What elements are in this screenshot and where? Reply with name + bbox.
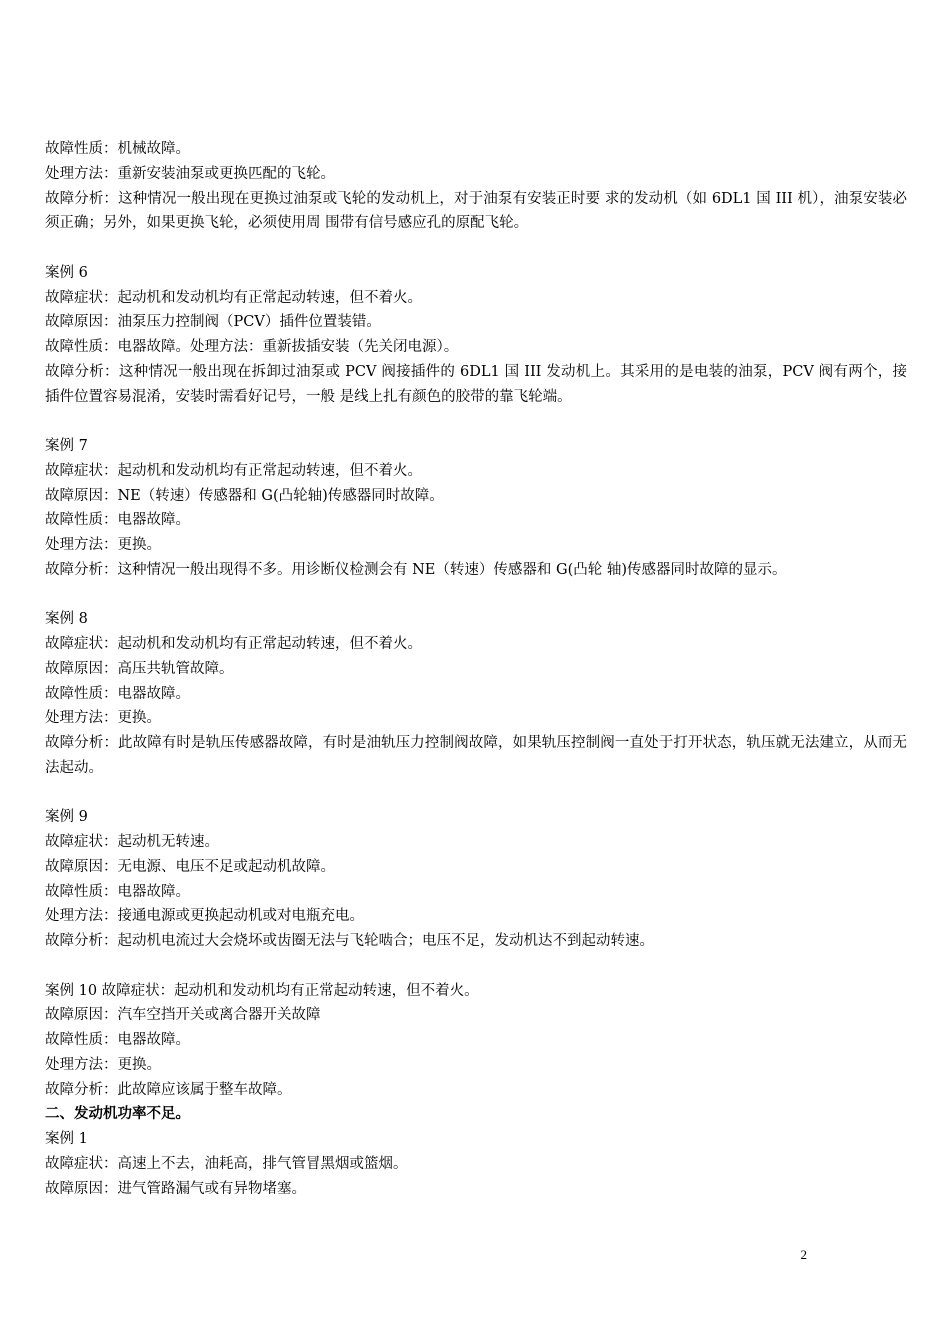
paragraph-gap [45,409,907,434]
case-9-method: 处理方法：接通电源或更换起动机或对电瓶充电。 [45,908,364,925]
case-8-nature: 故障性质：电器故障。 [45,685,190,702]
case-10-title-symptom: 案例 10 故障症状：起动机和发动机均有正常起动转速，但不着火。 [45,982,479,999]
case-8-cause: 故障原因：高压共轨管故障。 [45,660,234,677]
case-8-analysis: 故障分析：此故障有时是轨压传感器故障，有时是油轨压力控制阀故障，如果轨压控制阀一直处于打开状态，轨压就无法建立，从而无法起动。 [45,735,907,776]
treatment-method-line: 处理方法：重新安装油泵或更换匹配的飞轮。 [45,165,335,182]
paragraph-gap [45,954,907,979]
case-7-analysis: 故障分析：这种情况一般出现得不多。用诊断仪检测会有 NE（转速）传感器和 G(凸轮 轴)传感器同时故障的显示。 [45,561,787,578]
section-2-case-1-cause: 故障原因：进气管路漏气或有异物堵塞。 [45,1180,306,1197]
case-6-analysis: 故障分析：这种情况一般出现在拆卸过油泵或 PCV 阀接插件的 6DL1 国 III 发动机上。其采用的是电装的油泵，PCV 阀有两个，接插件位置容易混淆，安装时需看好记号，一般 是线上扎有颜色的胶带的靠飞轮端。 [45,363,907,405]
section-2-case-1-title: 案例 1 [45,1131,88,1147]
case-8-method: 处理方法：更换。 [45,710,161,727]
page-number: 2 [800,1247,807,1262]
case-6-nature-method: 故障性质：电器故障。处理方法：重新拔插安装（先关闭电源）。 [45,339,459,355]
document-body [45,137,907,1201]
case-10-method: 处理方法：更换。 [45,1056,161,1073]
case-10-analysis: 故障分析：此故障应该属于整车故障。 [45,1081,292,1098]
case-6-symptom: 故障症状：起动机和发动机均有正常起动转速，但不着火。 [45,289,422,306]
fault-analysis-paragraph: 故障分析：这种情况一般出现在更换过油泵或飞轮的发动机上，对于油泵有安装正时要 求的发动机（如 6DL1 国 III 机），油泵安装必须正确；另外，如果更换飞轮，必须使用周 围带有信号感应孔的原配飞轮。 [45,190,907,232]
section-2-heading: 二、发动机功率不足。 [45,1105,190,1123]
case-9-title: 案例 9 [45,809,88,826]
paragraph-gap [45,236,907,261]
case-10-cause: 故障原因：汽车空挡开关或离合器开关故障 [45,1007,321,1024]
case-7-method: 处理方法：更换。 [45,537,161,553]
case-6-cause: 故障原因：油泵压力控制阀（PCV）插件位置装错。 [45,314,381,331]
case-6-title: 案例 6 [45,264,88,281]
case-9-nature: 故障性质：电器故障。 [45,883,190,900]
fault-nature-line: 故障性质：机械故障。 [45,141,190,157]
paragraph-gap [45,781,907,806]
case-7-symptom: 故障症状：起动机和发动机均有正常起动转速，但不着火。 [45,462,422,479]
case-9-symptom: 故障症状：起动机无转速。 [45,834,219,850]
paragraph-gap [45,583,907,608]
case-8-title: 案例 8 [45,611,88,628]
case-7-title: 案例 7 [45,438,88,454]
case-8-symptom: 故障症状：起动机和发动机均有正常起动转速，但不着火。 [45,636,422,652]
case-7-cause: 故障原因：NE（转速）传感器和 G(凸轮轴)传感器同时故障。 [45,487,444,504]
case-9-analysis: 故障分析：起动机电流过大会烧坏或齿圈无法与飞轮啮合；电压不足，发动机达不到起动转速。 [45,933,654,949]
section-2-case-1-symptom: 故障症状：高速上不去，油耗高，排气管冒黑烟或篮烟。 [45,1155,408,1172]
case-10-nature: 故障性质：电器故障。 [45,1032,190,1048]
case-9-cause: 故障原因：无电源、电压不足或起动机故障。 [45,858,335,875]
case-7-nature: 故障性质：电器故障。 [45,512,190,529]
